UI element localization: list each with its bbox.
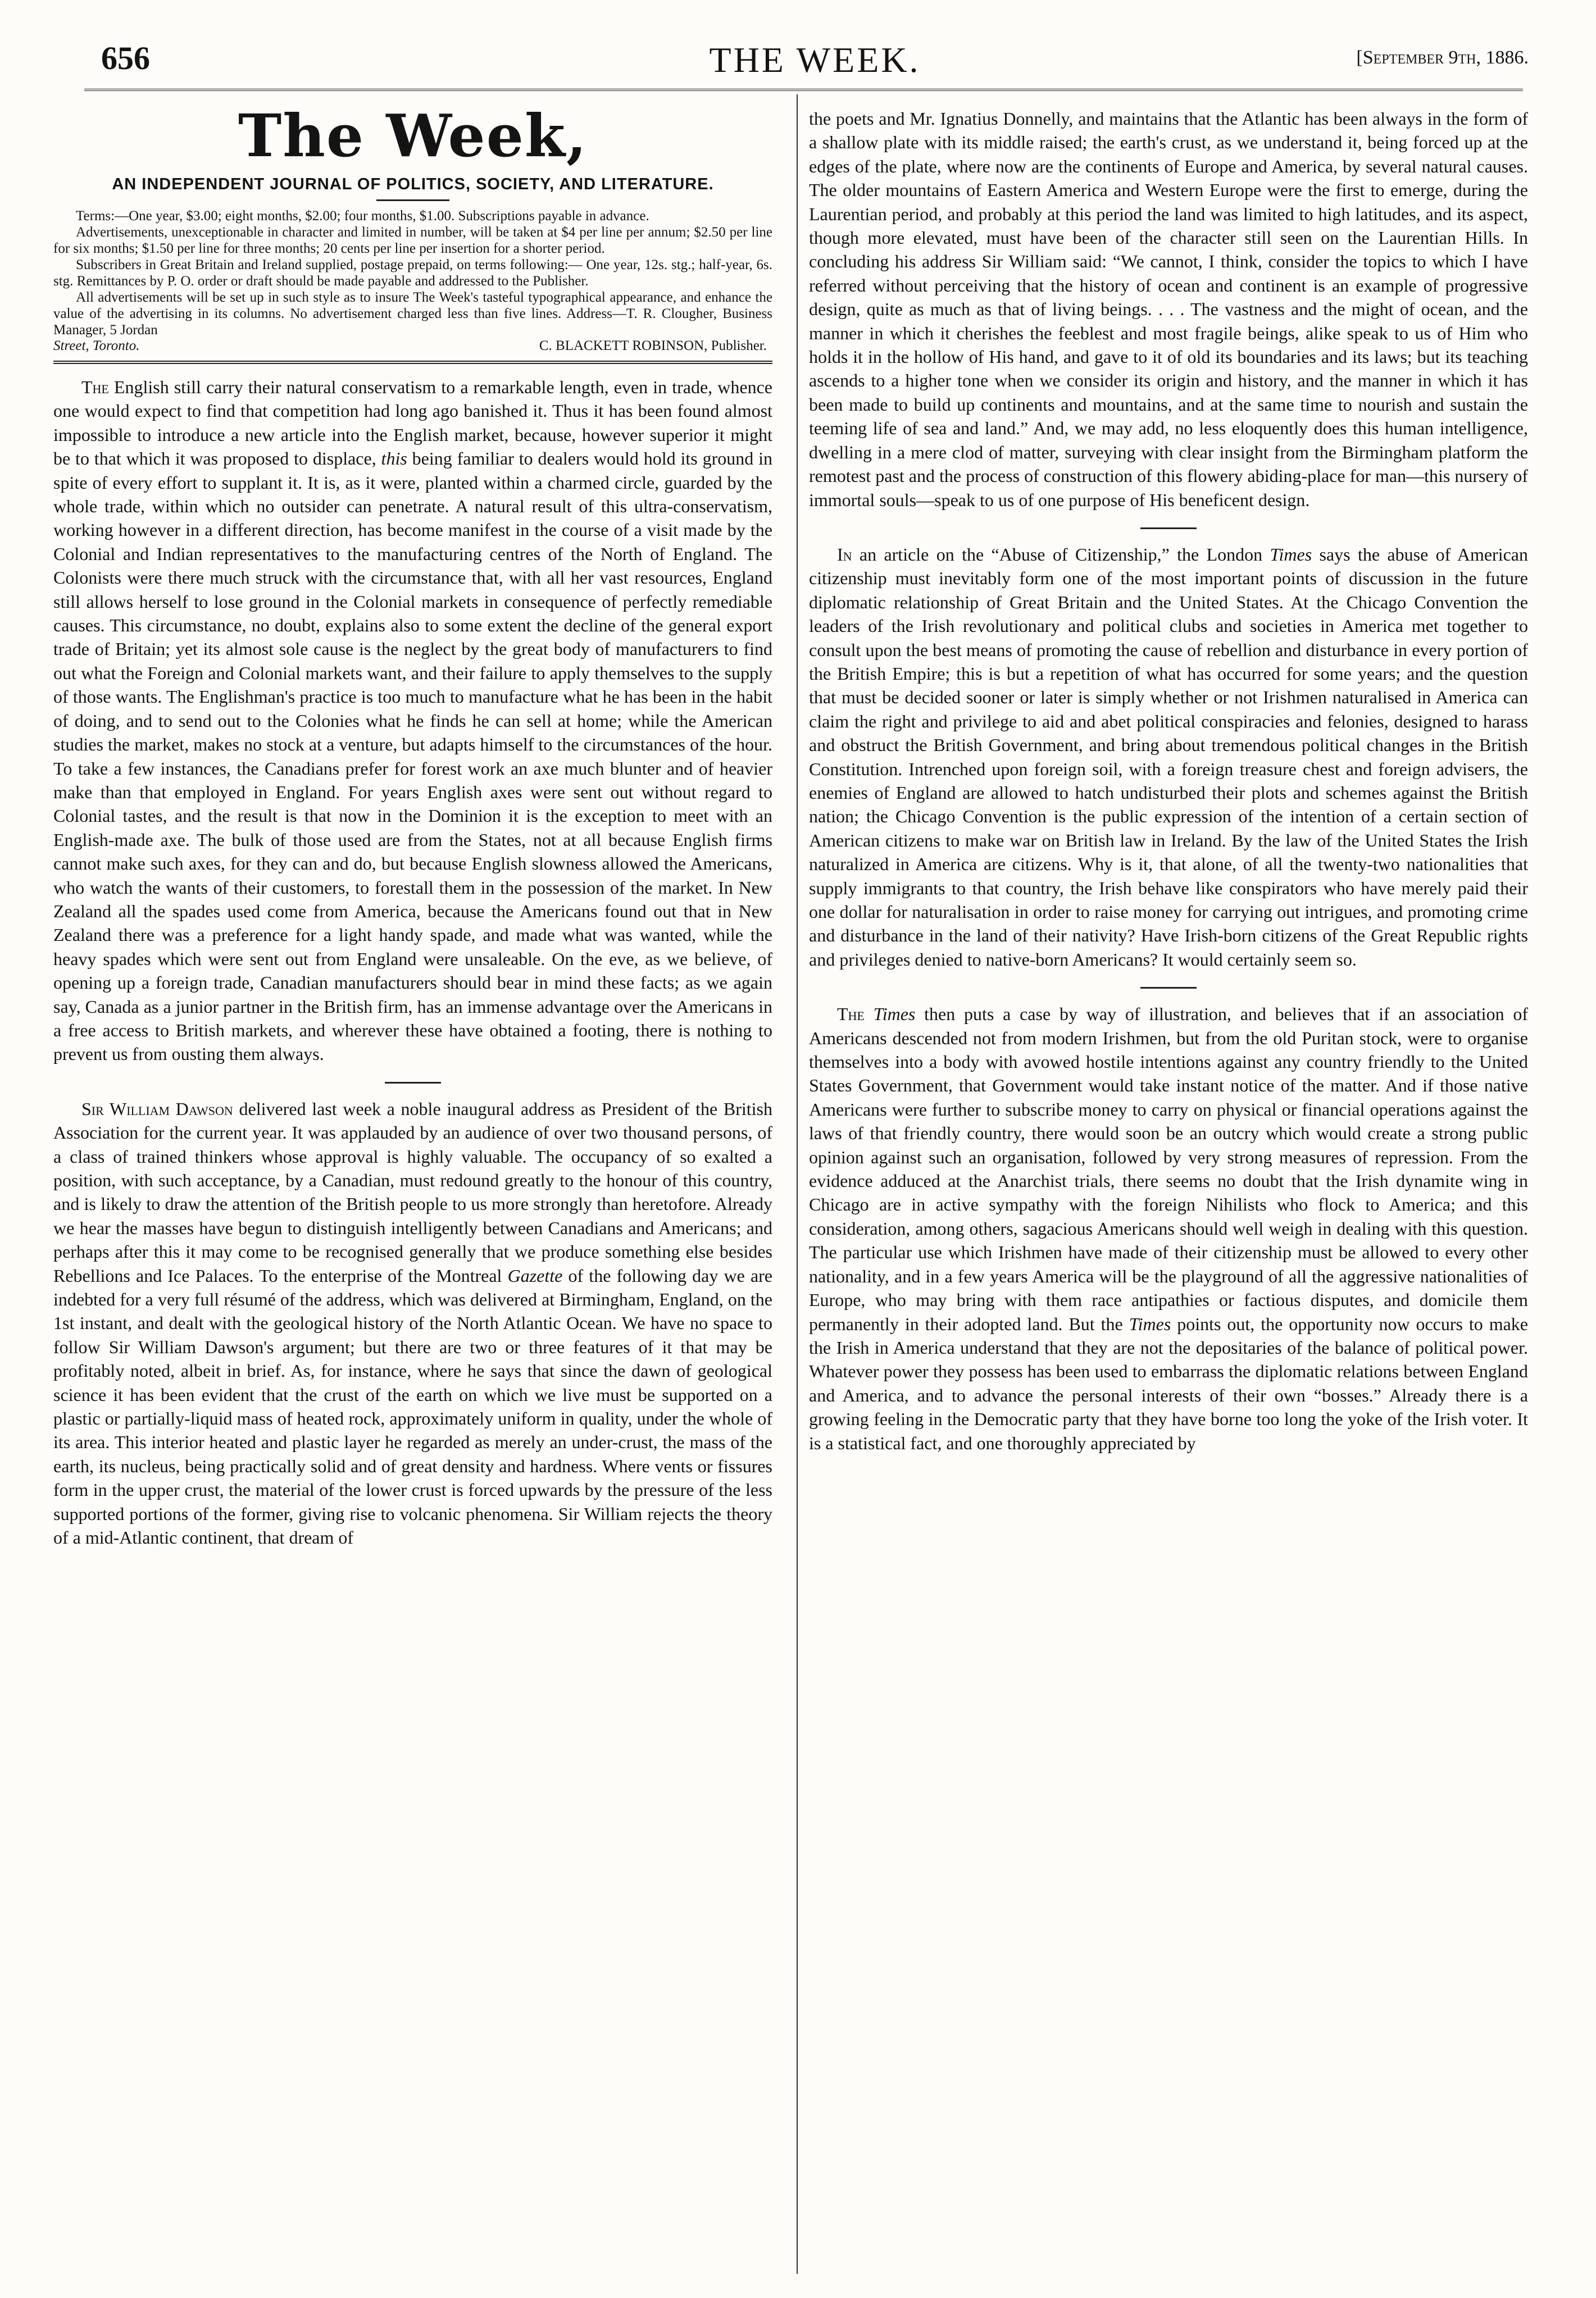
- article-english-trade: [53, 375, 772, 1066]
- page-number: 656: [101, 40, 150, 76]
- publisher-line: [53, 338, 772, 355]
- article-dawson-continued: [809, 107, 1528, 512]
- running-title: THE WEEK.: [709, 40, 921, 80]
- article-abuse-of-citizenship: [809, 543, 1528, 971]
- masthead-title: The Week,: [238, 101, 588, 170]
- header-rule: [84, 89, 1523, 93]
- lead-word: In: [837, 544, 852, 565]
- section-separator: [1140, 527, 1197, 529]
- publisher-name: C. BLACKETT ROBINSON, Publisher.: [539, 338, 767, 353]
- advertisement-rates: Advertisements, unexceptionable in character and limited in number, will be taken at $4 per line per annum; $2.50 per line for six months; $1.50 per line for three months; 20 cents per line per insertion for a shorter period.: [53, 225, 772, 256]
- article-paragraph: Sir William Dawson delivered last week a noble inaugural address as President of the British Association for the current year. It was applauded by an audience of over two thousand persons, of a class of trained thinkers whose approval is highly valuable. The occupancy of so exalted a position, with such acceptance, by a Canadian, must redound greatly to the honour of this country, and is likely to draw the attention of the British people to us more strongly than heretofore. Already we hear the masses have begun to distinguish intelligently between Canadians and Americans; and perhaps after this it may come to be recognised generally that we produce something else besides Rebellions and Ice Palaces. To the enterprise of the Montreal Gazette of the following day we are indebted for a very full résumé of the address, which was delivered at Birmingham, England, on the 1st instant, and dealt with the geological history of the North Atlantic Ocean. We have no space to follow Sir William Dawson's argument; but there are two or three features of it that may be profitably noted, albeit in brief. As, for instance, where he says that since the dawn of geological science it has been evident that the crust of the earth on which we live must be supported on a plastic or partially-liquid mass of heated rock, approximately uniform in quality, under the whole of its area. This interior heated and plastic layer he regarded as merely an under-crust, the mass of the earth, its nucleus, being practically solid and of great density and hardness. Where vents or fissures form in the upper crust, the material of the lower crust is forced upwards by the pressure of the less supported portions of the former, giving rise to volcanic phenomena. Sir William rejects the theory of a mid-Atlantic continent, that dream of: [53, 1098, 773, 1548]
- style-note: All advertisements will be set up in such style as to insure The Week's tasteful typographical appearance, and enhance the value of the advertising in its columns. No advertisement charged less than five lines. Address—T. R. Clougher, Business Manager, 5 Jordan: [53, 290, 772, 338]
- lead-word: The: [81, 377, 109, 397]
- lead-word: The: [837, 1004, 865, 1025]
- right-column: [809, 107, 1528, 1455]
- article-times-illustration: [809, 1002, 1528, 1455]
- section-separator: [1140, 987, 1197, 989]
- masthead: [53, 101, 772, 366]
- article-paragraph: In an article on the “Abuse of Citizenship,” the London Times says the abuse of American citizenship must inevitably form one of the most important points of discussion in the future diplomatic relationship of Great Britain and the United States. At the Chicago Convention the leaders of the Irish revolutionary and political clubs and societies in America met together to consult upon the best means of promoting the cause of rebellion and disturbance in every portion of the British Empire; this is but a repetition of what has occurred for some years; and the question that must be decided sooner or later is simply whether or not Irishmen naturalised in America can claim the right and privilege to aid and abet political conspiracies and felonies, designed to harass and obstruct the British Government, and bring about tremendous political changes in the British Constitution. Intrenched upon foreign soil, with a foreign treasure chest and foreign advisers, the enemies of England are allowed to hatch undisturbed their plots and schemes against the British nation; the Chicago Convention is the public expression of the intention of a certain section of American citizens to make war on British law in Ireland. By the law of the United States the Irish naturalized in America are citizens. Why is it, that alone, of all the twenty-two nationalities that supply immigrants to that country, the Irish behave like conspirators who have merely paid their one dollar for naturalisation in order to raise money for carrying out intrigues, and promoting crime and disturbance in the land of their nativity? Have Irish-born citizens of the Great Republic rights and privileges denied to native-born Americans? It would certainly seem so.: [809, 544, 1529, 970]
- left-column: [53, 101, 773, 1550]
- masthead-short-rule: [376, 199, 449, 201]
- publisher-address: Street, Toronto.: [53, 338, 140, 353]
- column-divider: [797, 94, 798, 2274]
- terms-text: Terms:—One year, $3.00; eight months, $2.00; four months, $1.00. Subscriptions payable in advance.: [76, 208, 649, 224]
- subscribers-note: Subscribers in Great Britain and Ireland supplied, postage prepaid, on terms following:— One year, 12s. stg.; half-year, 6s. stg. Remittances by P. O. order or draft should be made payable and addressed to the Publisher.: [53, 257, 772, 289]
- article-paragraph: the poets and Mr. Ignatius Donnelly, and maintains that the Atlantic has been always in the form of a shallow plate with its middle raised; the earth's crust, as we understand it, being forced up at the edges of the plate, where now are the continents of Europe and America, by several natural causes. The older mountains of Eastern America and Western Europe were the first to emerge, during the Laurentian period, and probably at this period the land was limited to high latitudes, and its aspect, though more elevated, must have been of the character still seen on the Laurentian Hills. In concluding his address Sir William said: “We cannot, I think, consider the topics to which I have referred without perceiving that the history of ocean and continent is an example of progressive design, quite as much as that of living beings. . . . The vastness and the might of ocean, and the manner in which it cherishes the feeblest and most fragile beings, alike speak to us of Him who holds it in the hollow of His hand, and gave to it of old its boundaries and its laws; but its teaching ascends to a higher tone when we consider its origin and history, and the manner in which it has been made to build up continents and mountains, and at the same time to nourish and sustain the teeming life of sea and land.” And, we may add, no less eloquently does this human intelligence, dwelling in a mere clod of matter, surveying with clear insight from the Birmingham platform the remotest past and the process of construction of this flowery abiding-place for man—this nursery of immortal souls—speak to us of one purpose of His beneficent design.: [809, 108, 1528, 510]
- section-separator: [385, 1082, 441, 1084]
- article-paragraph: The Times then puts a case by way of illustration, and believes that if an association of Americans descended not from modern Irishmen, but from the old Puritan stock, were to organise themselves into a body with avowed hostile intentions against any country friendly to the United States Government, that Government would take instant notice of the matter. And if those native Americans were further to subscribe money to carry on physical or financial operations against the laws of that friendly country, there would soon be an outcry which would create a strong public opinion against such an organisation, followed by very strong measures of repression. From the evidence adduced at the Anarchist trials, there seems no doubt that the Irish dynamite wing in Chicago are in active sympathy with the foreign Nihilists who flock to America; and this consideration, among others, sagacious Americans should well weigh in dealing with this question. The particular use which Irishmen have made of their citizenship must be allowed to every other nationality, and in a few years America will be the playground of all the aggressive nationalities of Europe, who may bring with them race antipathies or factious disputes, and domicile them permanently in their adopted land. But the Times points out, the opportunity now occurs to make the Irish in America understand that they are not the depositaries of the balance of political power. Whatever power they possess has been used to embarrass the diplomatic relations between England and America, and to advance the personal interests of their own “bosses.” Already there is a growing feeling in the Democratic party that they have borne too long the yoke of the Irish voter. It is a statistical fact, and one thoroughly appreciated by: [809, 1004, 1529, 1453]
- running-head: [101, 39, 1529, 84]
- issue-date: [September 9th, 1886.: [1356, 47, 1529, 68]
- article-dawson-address: [53, 1097, 772, 1550]
- masthead-rule: [53, 361, 772, 366]
- lead-word: Sir William Dawson: [81, 1098, 233, 1119]
- article-paragraph: The English still carry their natural conservatism to a remarkable length, even in trade, whence one would expect to find that competition had long ago banished it. Thus it has been found almost impossible to introduce a new article into the English market, because, however superior it might be to that which it was proposed to displace, this being familiar to dealers would hold its ground in spite of every effort to supplant it. It is, as it were, planted within a charmed circle, guarded by the whole trade, within which no outsider can penetrate. A natural result of this ultra-conservatism, working however in a different direction, has become manifest in the course of a visit made by the Colonial and Indian representatives to the manufacturing centres of the North of England. The Colonists were there much struck with the circumstance that, with all her vast resources, England still allows herself to lose ground in the Colonial markets in consequence of perfectly remediable causes. This circumstance, no doubt, explains also to some extent the decline of the general export trade of Britain; yet its almost sole cause is the neglect by the great body of manufacturers to find out what the Foreign and Colonial markets want, and their failure to apply themselves to the supply of those wants. The Englishman's practice is too much to manufacture what he has been in the habit of doing, and to send out to the Colonies what he finds he can sell at home; while the American studies the market, makes no stock at a venture, but adapts himself to the circumstances of the hour. To take a few instances, the Canadians prefer for forest work an axe much blunter and of heavier make than that employed in England. For years English axes were sent out without regard to Colonial tastes, and the result is that now in the Dominion it is the exception to meet with an English-made axe. The bulk of those used are from the States, not at all because English firms cannot make such axes, for they can and do, but because English slowness allowed the Americans, who watch the wants of their customers, to forestall them in the possession of the market. In New Zealand all the spades used come from America, because the Americans found out that in New Zealand there was a preference for a light handy spade, and made what was wanted, while the heavy spades which were sent out from England were unsaleable. On the eve, as we believe, of opening up a foreign trade, Canadian manufacturers should bear in mind these facts; as we again say, Canada as a junior partner in the British firm, has an immense advantage over the Americans in a free access to British markets, and wherever these have obtained a footing, there is nothing to prevent us from ousting them always.: [53, 377, 773, 1064]
- subscription-terms: [53, 208, 772, 355]
- masthead-subtitle: AN INDEPENDENT JOURNAL OF POLITICS, SOCIETY, AND LITERATURE.: [112, 175, 714, 193]
